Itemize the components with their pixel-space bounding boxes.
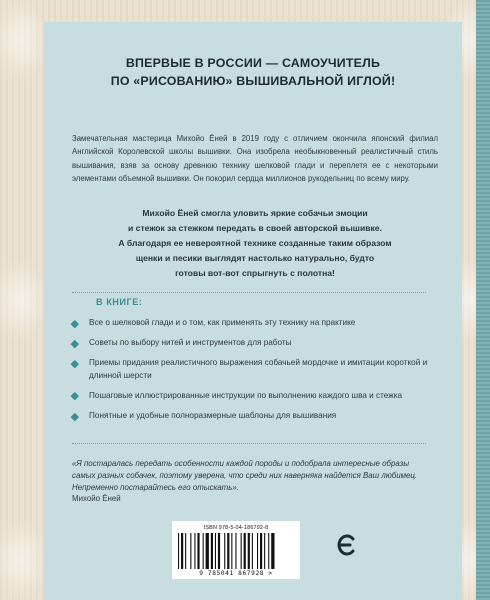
highlight-line-2: и стежок за стежком передать в своей авторской вышивке. xyxy=(128,223,382,233)
in-book-title: В КНИГЕ: xyxy=(96,297,143,307)
diamond-bullet-icon xyxy=(71,360,79,368)
list-item-text: Все о шелковой глади и о том, как применять эту технику на практике xyxy=(89,318,356,327)
barcode-bar xyxy=(244,533,246,569)
barcode-bar xyxy=(252,533,253,569)
barcode-bar xyxy=(268,533,269,569)
barcode-number: 9 785041 867928 > xyxy=(199,570,273,577)
barcode-icon xyxy=(178,533,294,569)
barcode-bar xyxy=(185,533,186,569)
list-item xyxy=(72,410,432,422)
diamond-bullet-icon xyxy=(71,392,79,400)
barcode-bar xyxy=(197,533,199,569)
barcode-bar xyxy=(248,533,250,569)
highlight-paragraph xyxy=(60,206,450,281)
list-item xyxy=(72,337,432,349)
barcode-block xyxy=(172,521,300,579)
barcode-bar xyxy=(264,533,265,569)
barcode-bar xyxy=(178,533,179,569)
publisher-logo-icon xyxy=(336,532,356,558)
book-spine-edge xyxy=(476,0,490,600)
testimonial-author: Михойо Ёней xyxy=(72,494,121,503)
barcode-bar xyxy=(227,533,229,569)
diamond-bullet-icon xyxy=(71,412,79,420)
barcode-bar xyxy=(235,533,236,569)
barcode-bar xyxy=(257,533,258,569)
highlight-line-5: готовы вот-вот спрыгнуть с полотна! xyxy=(175,268,335,278)
divider-top xyxy=(72,292,426,293)
highlight-line-1: Михойо Ёней смогла уловить яркие собачьи эмоции xyxy=(142,208,368,218)
content-panel xyxy=(44,22,462,600)
barcode-bar xyxy=(231,533,232,569)
headline-line-2: ПО «РИСОВАНИЮ» ВЫШИВАЛЬНОЙ ИГЛОЙ! xyxy=(110,74,396,88)
barcode-bar xyxy=(215,533,216,569)
isbn-label: ISBN 978-5-04-186792-8 xyxy=(203,525,269,531)
barcode-bar xyxy=(194,533,195,569)
barcode-bar xyxy=(218,533,220,569)
barcode-bar xyxy=(190,533,191,569)
barcode-bar xyxy=(241,533,242,569)
list-item xyxy=(72,357,432,381)
list-item-text: Советы по выбору нитей и инструментов для работы xyxy=(89,338,292,348)
diamond-bullet-icon xyxy=(71,319,79,327)
list-item-text: Понятные и удобные полноразмерные шаблоны для вышивания xyxy=(89,411,337,421)
highlight-line-3: А благодаря ее невероятной технике созданные таким образом xyxy=(118,238,392,248)
barcode-bar xyxy=(181,533,183,569)
list-item xyxy=(72,390,432,402)
list-item xyxy=(72,317,432,329)
headline-line-1: ВПЕРВЫЕ В РОССИИ — САМОУЧИТЕЛЬ xyxy=(125,56,381,70)
barcode-bar xyxy=(203,533,204,569)
headline xyxy=(44,54,462,90)
barcode-bar xyxy=(206,533,209,569)
barcode-bar xyxy=(271,533,274,569)
testimonial-quote: «Я постаралась передать особенности каждой породы и подобрала интересные образы самых разных собачек, поэтому уверена, что среди них наверняка найдется Ваш любимец. Непременно постарайтесь его отыскать». xyxy=(72,459,418,493)
list-item-text: Приемы придания реалистичного выражения собачьей мордочке и имитации короткой и длинной шерсти xyxy=(89,358,428,380)
barcode-bar xyxy=(211,533,213,569)
barcode-bar xyxy=(260,533,262,569)
highlight-line-4: щенки и песики выглядят настолько натурально, будто xyxy=(135,253,375,263)
list-item-text: Пошаговые иллюстрированные инструкции по выполнению каждого шва и стежка xyxy=(89,390,403,400)
in-book-list xyxy=(72,317,432,430)
barcode-bar xyxy=(224,533,225,569)
intro-paragraph: Замечательная мастерица Михойо Ёней в 2019 году с отличием окончила японский филиал Английской Королевской школы вышивки. Она изобрела необыкновенный реалистичный стиль вышивания, взяв за основу древнюю технику шелковой глади и переплетя ее с некоторыми элементами объемной вышивки. Он покорил сердца миллионов рукодельниц по всему миру. xyxy=(72,134,438,184)
diamond-bullet-icon xyxy=(71,340,79,348)
divider-bottom xyxy=(72,443,426,444)
